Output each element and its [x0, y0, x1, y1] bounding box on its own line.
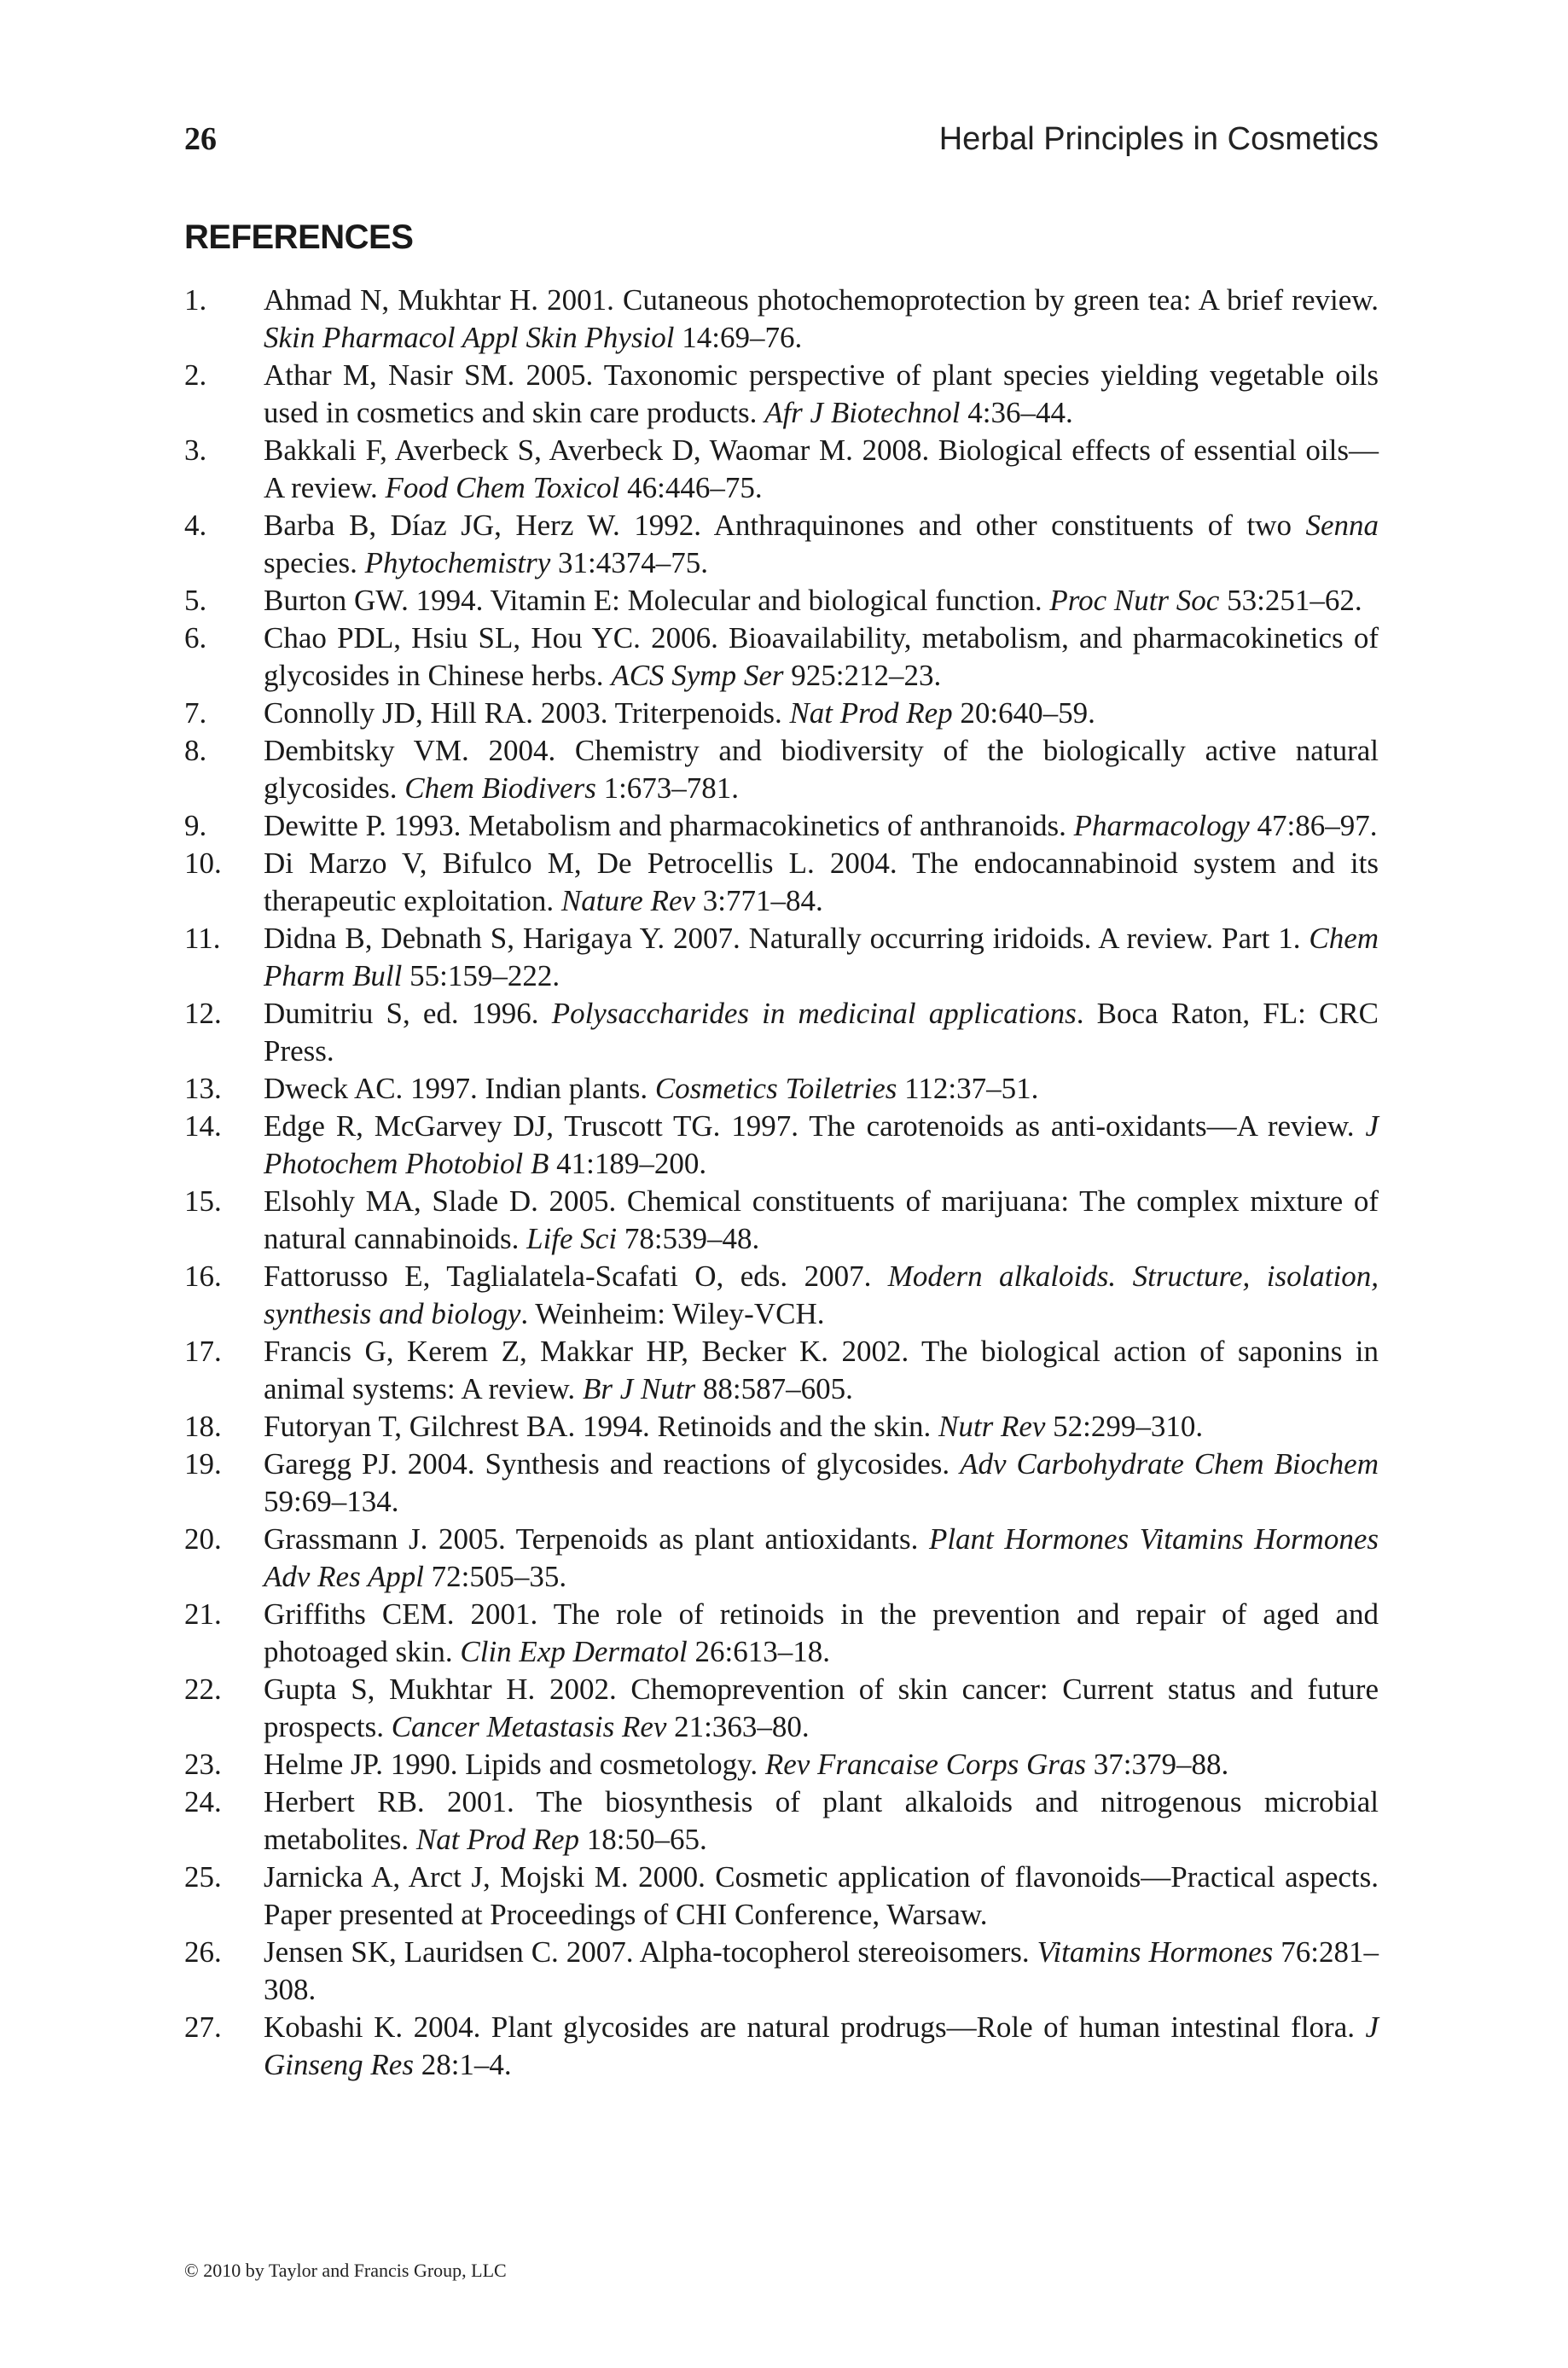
reference-text: Futoryan T, Gilchrest BA. 1994. Retinoids and the skin.: [264, 1410, 939, 1443]
reference-item: [184, 845, 1379, 920]
reference-text: Dweck AC. 1997. Indian plants.: [264, 1072, 655, 1105]
reference-text: Helme JP. 1990. Lipids and cosmetology.: [264, 1748, 765, 1781]
reference-item: [184, 807, 1379, 845]
reference-item: [184, 1934, 1379, 2009]
reference-journal: Nutr Rev: [938, 1410, 1046, 1443]
reference-text: 925:212–23.: [783, 659, 942, 692]
reference-text: 55:159–222.: [402, 959, 560, 992]
reference-item: [184, 620, 1379, 695]
reference-journal: Senna: [1305, 509, 1379, 542]
reference-text: Jarnicka A, Arct J, Mojski M. 2000. Cosmetic application of flavonoids—Practical aspects. Paper presented at Proceedings of CHI Conference, Warsaw.: [264, 1860, 1379, 1931]
reference-text: Garegg PJ. 2004. Synthesis and reactions of glycosides.: [264, 1447, 961, 1481]
reference-item: [184, 1446, 1379, 1521]
reference-text: Dembitsky VM. 2004. Chemistry and biodiversity of the biologically active natural glycosides.: [264, 734, 1379, 805]
reference-list: [184, 282, 1379, 2084]
reference-text: 78:539–48.: [617, 1222, 760, 1255]
reference-text: Kobashi K. 2004. Plant glycosides are natural prodrugs—Role of human intestinal flora.: [264, 2010, 1366, 2044]
reference-number: 1.: [184, 283, 207, 317]
reference-text: Edge R, McGarvey DJ, Truscott TG. 1997. The carotenoids as anti-oxidants—A review.: [264, 1109, 1366, 1143]
reference-journal: Polysaccharides in medicinal applications: [551, 997, 1077, 1030]
reference-item: [184, 1596, 1379, 1671]
reference-journal: Life Sci: [526, 1222, 618, 1255]
reference-text: Gupta S, Mukhtar H. 2002. Chemoprevention of skin cancer: Current status and future prospects.: [264, 1673, 1379, 1743]
reference-text: 21:363–80.: [666, 1710, 810, 1743]
reference-item: [184, 432, 1379, 507]
reference-journal: Chem Biodivers: [404, 771, 596, 805]
reference-text: Grassmann J. 2005. Terpenoids as plant antioxidants.: [264, 1522, 929, 1556]
reference-number: 16.: [184, 1260, 222, 1293]
reference-number: 2.: [184, 358, 207, 392]
reference-item: [184, 1333, 1379, 1408]
reference-text: species.: [264, 546, 365, 579]
reference-number: 24.: [184, 1785, 222, 1818]
reference-number: 23.: [184, 1748, 222, 1781]
page-number: 26: [184, 121, 217, 157]
reference-text: Athar M, Nasir SM. 2005. Taxonomic perspective of plant species yielding vegetable oils used in cosmetics and skin care products.: [264, 358, 1379, 429]
reference-journal: Modern alkaloids. Structure, isolation, synthesis and biology: [264, 1260, 1379, 1330]
reference-text: Herbert RB. 2001. The biosynthesis of plant alkaloids and nitrogenous microbial metabolites.: [264, 1785, 1379, 1856]
reference-journal: Plant Hormones Vitamins Hormones Adv Res Appl: [264, 1522, 1379, 1593]
reference-text: Barba B, Díaz JG, Herz W. 1992. Anthraquinones and other constituents of two: [264, 509, 1306, 542]
reference-item: [184, 732, 1379, 807]
reference-journal: Chem Pharm Bull: [264, 922, 1379, 992]
reference-text: Bakkali F, Averbeck S, Averbeck D, Waomar M. 2008. Biological effects of essential oils—A review.: [264, 433, 1379, 504]
reference-text: Ahmad N, Mukhtar H. 2001. Cutaneous photochemoprotection by green tea: A brief review.: [264, 283, 1379, 317]
reference-text: Elsohly MA, Slade D. 2005. Chemical constituents of marijuana: The complex mixture of natural cannabinoids.: [264, 1184, 1379, 1255]
reference-journal: Clin Exp Dermatol: [460, 1635, 688, 1668]
reference-number: 27.: [184, 2010, 222, 2044]
reference-number: 14.: [184, 1109, 222, 1143]
reference-number: 21.: [184, 1597, 222, 1631]
footer-copyright: © 2010 by Taylor and Francis Group, LLC: [184, 2260, 507, 2281]
reference-number: 3.: [184, 433, 207, 467]
reference-number: 12.: [184, 997, 222, 1030]
reference-number: 20.: [184, 1522, 222, 1556]
reference-text: . Weinheim: Wiley-VCH.: [520, 1297, 825, 1330]
reference-text: Didna B, Debnath S, Harigaya Y. 2007. Naturally occurring iridoids. A review. Part 1.: [264, 922, 1310, 955]
reference-text: 3:771–84.: [695, 884, 823, 917]
reference-number: 13.: [184, 1072, 222, 1105]
reference-text: 59:69–134.: [264, 1485, 399, 1518]
running-head-title: Herbal Principles in Cosmetics: [938, 121, 1379, 157]
reference-text: 37:379–88.: [1086, 1748, 1229, 1781]
reference-text: 88:587–605.: [695, 1372, 853, 1405]
reference-journal: J Photochem Photobiol B: [264, 1109, 1379, 1180]
reference-item: [184, 1258, 1379, 1333]
reference-text: 72:505–35.: [423, 1560, 567, 1593]
reference-text: Fattorusso E, Taglialatela-Scafati O, eds. 2007.: [264, 1260, 888, 1293]
reference-number: 17.: [184, 1335, 222, 1368]
reference-journal: Cosmetics Toiletries: [654, 1072, 897, 1105]
reference-number: 18.: [184, 1410, 222, 1443]
reference-text: 53:251–62.: [1219, 584, 1362, 617]
reference-text: Dewitte P. 1993. Metabolism and pharmacokinetics of anthranoids.: [264, 809, 1074, 842]
reference-journal: Proc Nutr Soc: [1049, 584, 1220, 617]
reference-item: [184, 582, 1379, 620]
reference-text: 20:640–59.: [952, 696, 1095, 730]
reference-journal: Rev Francaise Corps Gras: [764, 1748, 1087, 1781]
reference-text: 46:446–75.: [619, 471, 763, 504]
reference-text: 28:1–4.: [413, 2048, 512, 2081]
reference-text: 76:281–308.: [264, 1935, 1379, 2006]
reference-journal: Adv Carbohydrate Chem Biochem: [960, 1447, 1379, 1481]
reference-number: 11.: [184, 922, 221, 955]
reference-journal: Pharmacology: [1073, 809, 1250, 842]
reference-journal: Nat Prod Rep: [789, 696, 953, 730]
reference-item: [184, 1183, 1379, 1258]
reference-journal: Afr J Biotechnol: [764, 396, 961, 429]
reference-number: 10.: [184, 847, 222, 880]
reference-text: Jensen SK, Lauridsen C. 2007. Alpha-tocopherol stereoisomers.: [264, 1935, 1037, 1969]
reference-text: Connolly JD, Hill RA. 2003. Triterpenoids.: [264, 696, 790, 730]
reference-text: Burton GW. 1994. Vitamin E: Molecular and biological function.: [264, 584, 1050, 617]
reference-journal: Vitamins Hormones: [1037, 1935, 1274, 1969]
reference-text: Dumitriu S, ed. 1996.: [264, 997, 552, 1030]
reference-journal: Skin Pharmacol Appl Skin Physiol: [264, 321, 675, 354]
reference-item: [184, 1746, 1379, 1783]
reference-journal: Br J Nutr: [582, 1372, 696, 1405]
reference-item: [184, 357, 1379, 432]
reference-journal: Food Chem Toxicol: [385, 471, 620, 504]
reference-text: 14:69–76.: [674, 321, 803, 354]
reference-text: 26:613–18.: [687, 1635, 830, 1668]
reference-text: 4:36–44.: [960, 396, 1073, 429]
reference-item: [184, 1671, 1379, 1746]
reference-number: 4.: [184, 509, 207, 542]
reference-journal: J Ginseng Res: [264, 2010, 1379, 2081]
reference-number: 9.: [184, 809, 207, 842]
reference-journal: Nature Rev: [560, 884, 696, 917]
reference-number: 22.: [184, 1673, 222, 1706]
reference-journal: Cancer Metastasis Rev: [391, 1710, 667, 1743]
reference-journal: Nat Prod Rep: [415, 1823, 580, 1856]
reference-number: 5.: [184, 584, 207, 617]
reference-journal: ACS Symp Ser: [611, 659, 784, 692]
reference-item: [184, 507, 1379, 582]
reference-text: Francis G, Kerem Z, Makkar HP, Becker K. 2002. The biological action of saponins in animal systems: A review.: [264, 1335, 1379, 1405]
reference-text: 31:4374–75.: [550, 546, 709, 579]
reference-item: [184, 1783, 1379, 1859]
reference-item: [184, 995, 1379, 1070]
reference-item: [184, 695, 1379, 732]
reference-text: 1:673–781.: [595, 771, 740, 805]
reference-number: 25.: [184, 1860, 222, 1894]
reference-number: 6.: [184, 621, 207, 655]
reference-number: 15.: [184, 1184, 222, 1218]
reference-text: . Boca Raton, FL: CRC Press.: [264, 997, 1379, 1068]
reference-text: 47:86–97.: [1249, 809, 1378, 842]
reference-item: [184, 282, 1379, 357]
reference-text: 52:299–310.: [1045, 1410, 1204, 1443]
reference-item: [184, 1108, 1379, 1183]
reference-text: Griffiths CEM. 2001. The role of retinoids in the prevention and repair of aged and photoaged skin.: [264, 1597, 1379, 1668]
reference-item: [184, 2009, 1379, 2084]
reference-text: Chao PDL, Hsiu SL, Hou YC. 2006. Bioavailability, metabolism, and pharmacokinetics of glycosides in Chinese herbs.: [264, 621, 1379, 692]
reference-text: 41:189–200.: [549, 1147, 707, 1180]
section-title: REFERENCES: [184, 218, 414, 256]
reference-number: 19.: [184, 1447, 222, 1481]
reference-text: 112:37–51.: [897, 1072, 1039, 1105]
reference-item: [184, 1070, 1379, 1108]
reference-number: 8.: [184, 734, 207, 767]
reference-number: 26.: [184, 1935, 222, 1969]
reference-text: 18:50–65.: [579, 1823, 707, 1856]
reference-item: [184, 1521, 1379, 1596]
reference-journal: Phytochemistry: [364, 546, 551, 579]
reference-item: [184, 1408, 1379, 1446]
reference-item: [184, 1859, 1379, 1934]
reference-item: [184, 920, 1379, 995]
reference-text: Di Marzo V, Bifulco M, De Petrocellis L. 2004. The endocannabinoid system and its therapeutic exploitation.: [264, 847, 1379, 917]
reference-number: 7.: [184, 696, 207, 730]
